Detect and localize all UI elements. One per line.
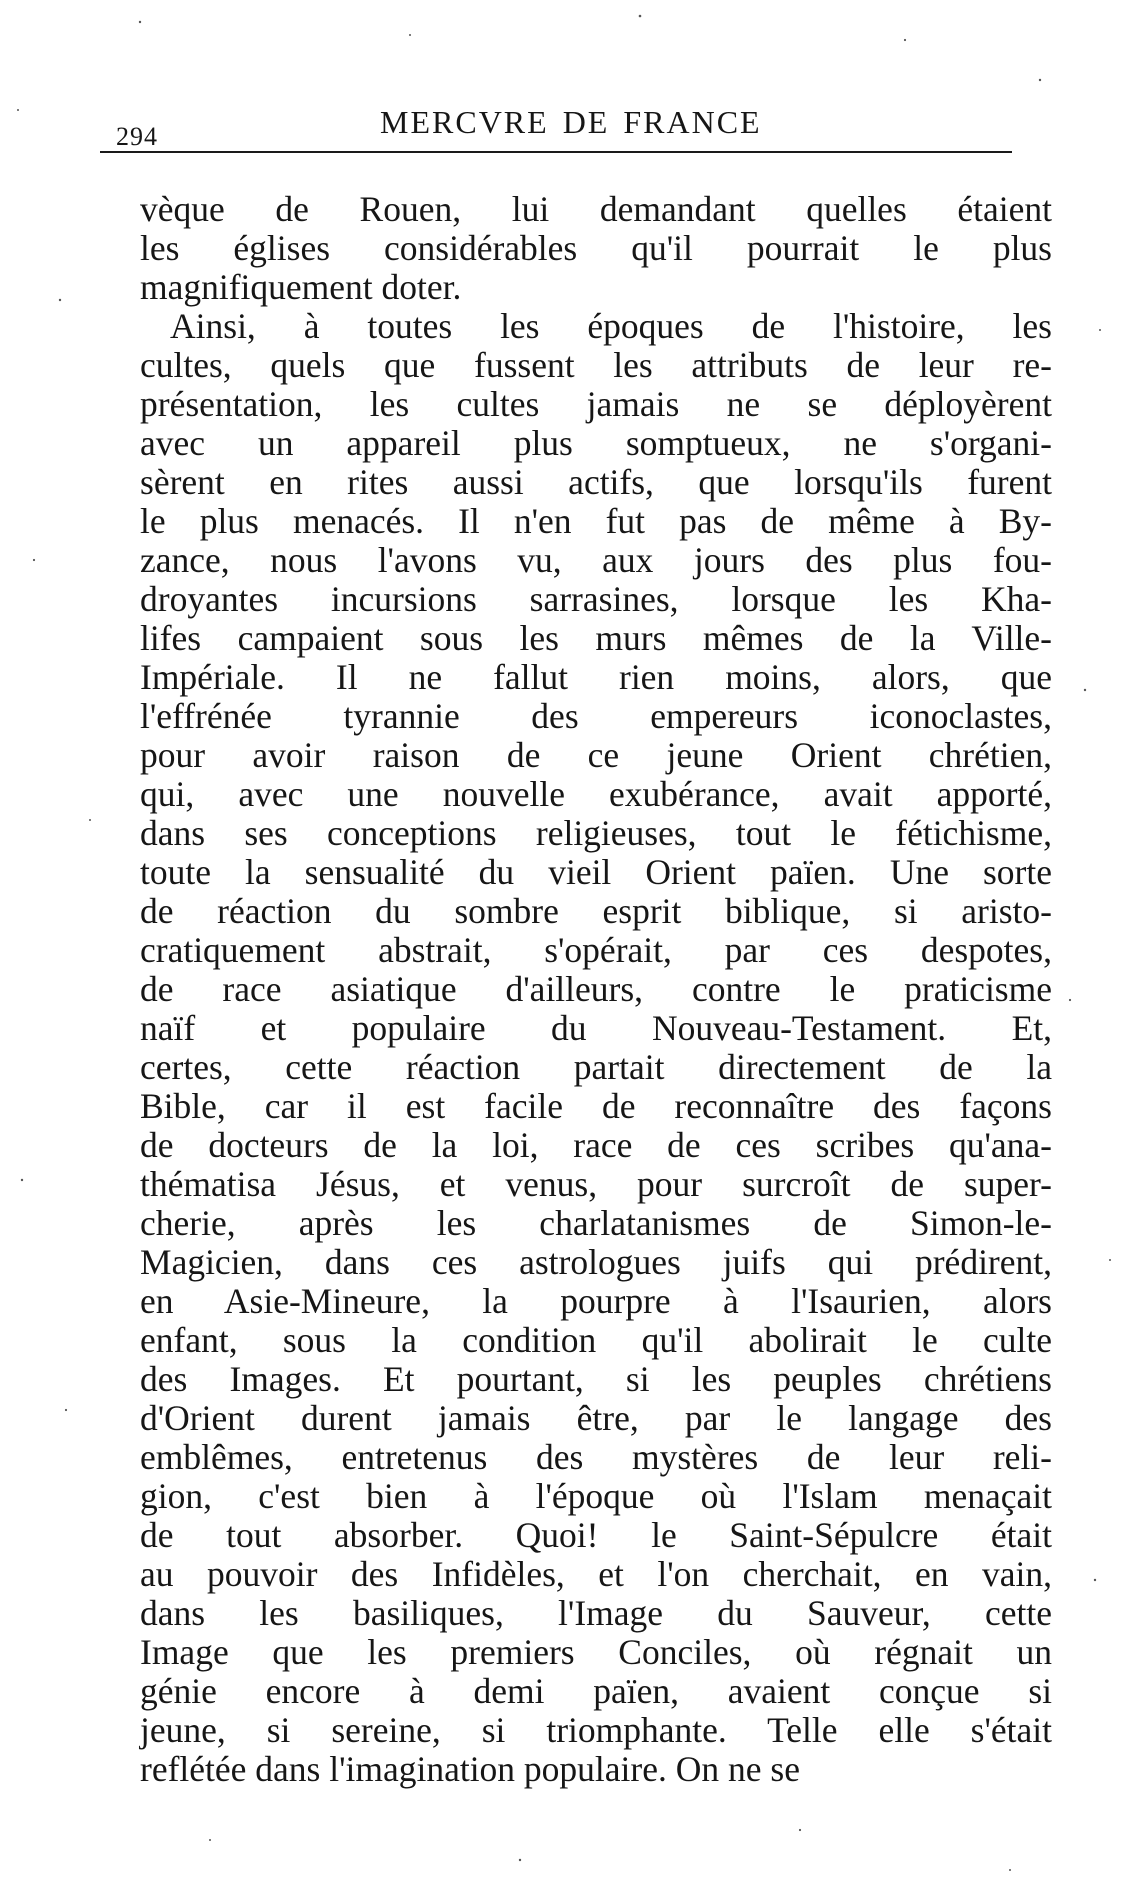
text-line: jeune, si sereine, si triomphante. Telle elle s'était	[140, 1710, 1052, 1750]
text-line: de tout absorber. Quoi! le Saint-Sépulcre était	[140, 1515, 1052, 1555]
text-line: le plus menacés. Il n'en fut pas de même à By-	[140, 501, 1052, 541]
text-line: de réaction du sombre esprit biblique, si aristo-	[140, 891, 1052, 931]
text-line: des Images. Et pourtant, si les peuples chrétiens	[140, 1359, 1052, 1399]
text-line: Magicien, dans ces astrologues juifs qui prédirent,	[140, 1242, 1052, 1282]
text-line: sèrent en rites aussi actifs, que lorsqu'ils furent	[140, 462, 1052, 502]
text-line: avec un appareil plus somptueux, ne s'organi-	[140, 423, 1052, 463]
text-line: Impériale. Il ne fallut rien moins, alors, que	[140, 657, 1052, 697]
text-line: droyantes incursions sarrasines, lorsque les Kha-	[140, 579, 1052, 619]
text-line: Bible, car il est facile de reconnaître des façons	[140, 1086, 1052, 1126]
body-text	[140, 190, 1052, 1789]
text-line: magnifiquement doter.	[140, 267, 462, 307]
text-line: cherie, après les charlatanismes de Simon-le-	[140, 1203, 1052, 1243]
text-line: enfant, sous la condition qu'il abolirait le culte	[140, 1320, 1052, 1360]
running-title: MERCVRE DE FRANCE	[380, 104, 762, 140]
text-line: thématisa Jésus, et venus, pour surcroît de super-	[140, 1164, 1052, 1204]
text-line: qui, avec une nouvelle exubérance, avait apporté,	[140, 774, 1052, 814]
text-line: les églises considérables qu'il pourrait le plus	[140, 228, 1052, 268]
text-line: dans les basiliques, l'Image du Sauveur, cette	[140, 1593, 1052, 1633]
text-line: naïf et populaire du Nouveau-Testament. Et,	[140, 1008, 1052, 1048]
text-line: l'effrénée tyrannie des empereurs iconoclastes,	[140, 696, 1052, 736]
page-number: 294	[116, 122, 158, 151]
text-line: cultes, quels que fussent les attributs de leur re-	[140, 345, 1052, 385]
header-rule	[100, 151, 1012, 153]
text-line: Image que les premiers Conciles, où régnait un	[140, 1632, 1052, 1672]
text-line: en Asie-Mineure, la pourpre à l'Isaurien, alors	[140, 1281, 1052, 1321]
text-line: cratiquement abstrait, s'opérait, par ces despotes,	[140, 930, 1052, 970]
text-line: emblêmes, entretenus des mystères de leur reli-	[140, 1437, 1052, 1477]
text-line: au pouvoir des Infidèles, et l'on cherchait, en vain,	[140, 1554, 1052, 1594]
text-line: reflétée dans l'imagination populaire. On ne se	[140, 1749, 800, 1789]
text-line: toute la sensualité du vieil Orient païen. Une sorte	[140, 852, 1052, 892]
text-line: de race asiatique d'ailleurs, contre le praticisme	[140, 969, 1052, 1009]
text-line: Ainsi, à toutes les époques de l'histoire, les	[170, 306, 1052, 346]
text-line: d'Orient durent jamais être, par le langage des	[140, 1398, 1052, 1438]
text-line: lifes campaient sous les murs mêmes de la Ville-	[140, 618, 1052, 658]
text-line: zance, nous l'avons vu, aux jours des plus fou-	[140, 540, 1052, 580]
text-line: vèque de Rouen, lui demandant quelles étaient	[140, 189, 1052, 229]
text-line: certes, cette réaction partait directement de la	[140, 1047, 1052, 1087]
text-line: de docteurs de la loi, race de ces scribes qu'ana-	[140, 1125, 1052, 1165]
running-head	[112, 100, 1042, 151]
text-line: génie encore à demi païen, avaient conçue si	[140, 1671, 1052, 1711]
text-line: pour avoir raison de ce jeune Orient chrétien,	[140, 735, 1052, 775]
text-line: dans ses conceptions religieuses, tout le fétichisme,	[140, 813, 1052, 853]
text-line: présentation, les cultes jamais ne se déployèrent	[140, 384, 1052, 424]
text-line: gion, c'est bien à l'époque où l'Islam menaçait	[140, 1476, 1052, 1516]
